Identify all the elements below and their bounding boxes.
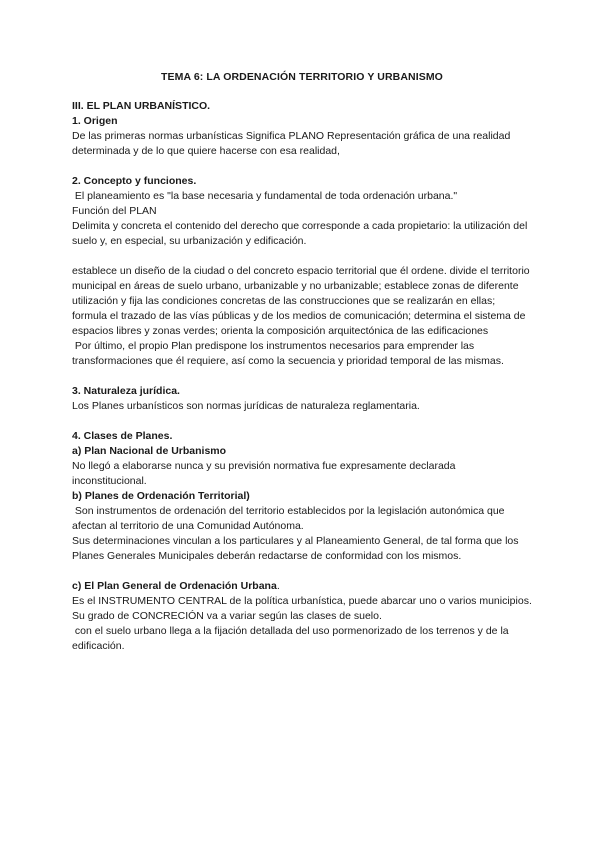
plan-nacional-text: No llegó a elaborarse nunca y su previsión normativa fue expresamente declarada inconstitucional. (72, 460, 456, 487)
naturaleza-heading: 3. Naturaleza jurídica. (72, 385, 180, 397)
origen-heading: 1. Origen (72, 115, 118, 127)
plan-general-heading-tail: . (276, 580, 280, 592)
spacer (72, 159, 532, 174)
spacer (72, 564, 532, 579)
planes-ordenacion-text-1: Son instrumentos de ordenación del territorio establecidos por la legislación autonómica que afectan al territorio de una Comunidad Autónoma. (72, 505, 508, 532)
plan-general-heading-line (72, 579, 532, 594)
concepto-paragraph-5: Por último, el propio Plan predispone los instrumentos necesarios para emprender las transformaciones que él requiere, así como la secuencia y prioridad temporal de las mismas. (72, 340, 504, 367)
concepto-paragraph-4: establece un diseño de la ciudad o del concreto espacio territorial que él ordene. divide el territorio municipal en áreas de suelo urbano, urbanizable y no urbanizable; establece zonas de diferente utilización y fija las condiciones concretas de las construcciones que se realizarán en ellas; formula el trazado de las vías públicas y de los medios de comunicación; determina el sistema de espacios libres y zonas verdes; orienta la composición arquitectónica de las edificaciones (72, 265, 530, 337)
document-title: TEMA 6: LA ORDENACIÓN TERRITORIO Y URBANISMO (161, 71, 443, 83)
clases-heading: 4. Clases de Planes. (72, 430, 173, 442)
concepto-paragraph-2: Función del PLAN (72, 205, 157, 217)
section-heading: III. EL PLAN URBANÍSTICO. (72, 100, 211, 112)
spacer (72, 414, 532, 429)
document-page (72, 70, 532, 654)
spacer (72, 249, 532, 264)
plan-nacional-heading: a) Plan Nacional de Urbanismo (72, 445, 227, 457)
concepto-paragraph-1: El planeamiento es "la base necesaria y fundamental de toda ordenación urbana." (72, 190, 458, 202)
spacer (72, 369, 532, 384)
naturaleza-text: Los Planes urbanísticos son normas jurídicas de naturaleza reglamentaria. (72, 400, 420, 412)
concepto-heading: 2. Concepto y funciones. (72, 175, 197, 187)
origen-text: De las primeras normas urbanísticas Significa PLANO Representación gráfica de una realidad determinada y de lo que quiere hacerse con esa realidad, (72, 130, 511, 157)
concepto-paragraph-3: Delimita y concreta el contenido del derecho que corresponde a cada propietario: la utilización del suelo y, en especial, su urbanización y edificación. (72, 220, 528, 247)
plan-general-text-1: Es el INSTRUMENTO CENTRAL de la política urbanística, puede abarcar uno o varios municipios. (72, 595, 532, 607)
planes-ordenacion-text-2: Sus determinaciones vinculan a los particulares y al Planeamiento General, de tal forma que los Planes Generales Municipales deberán redactarse de conformidad con los mismos. (72, 535, 519, 562)
planes-ordenacion-territorial-heading: b) Planes de Ordenación Territorial) (72, 490, 250, 502)
plan-general-text-3: con el suelo urbano llega a la fijación detallada del uso pormenorizado de los terrenos y de la edificación. (72, 625, 512, 652)
plan-general-heading: c) El Plan General de Ordenación Urbana (72, 580, 277, 592)
plan-general-text-2: Su grado de CONCRECIÓN va a variar según las clases de suelo. (72, 610, 382, 622)
